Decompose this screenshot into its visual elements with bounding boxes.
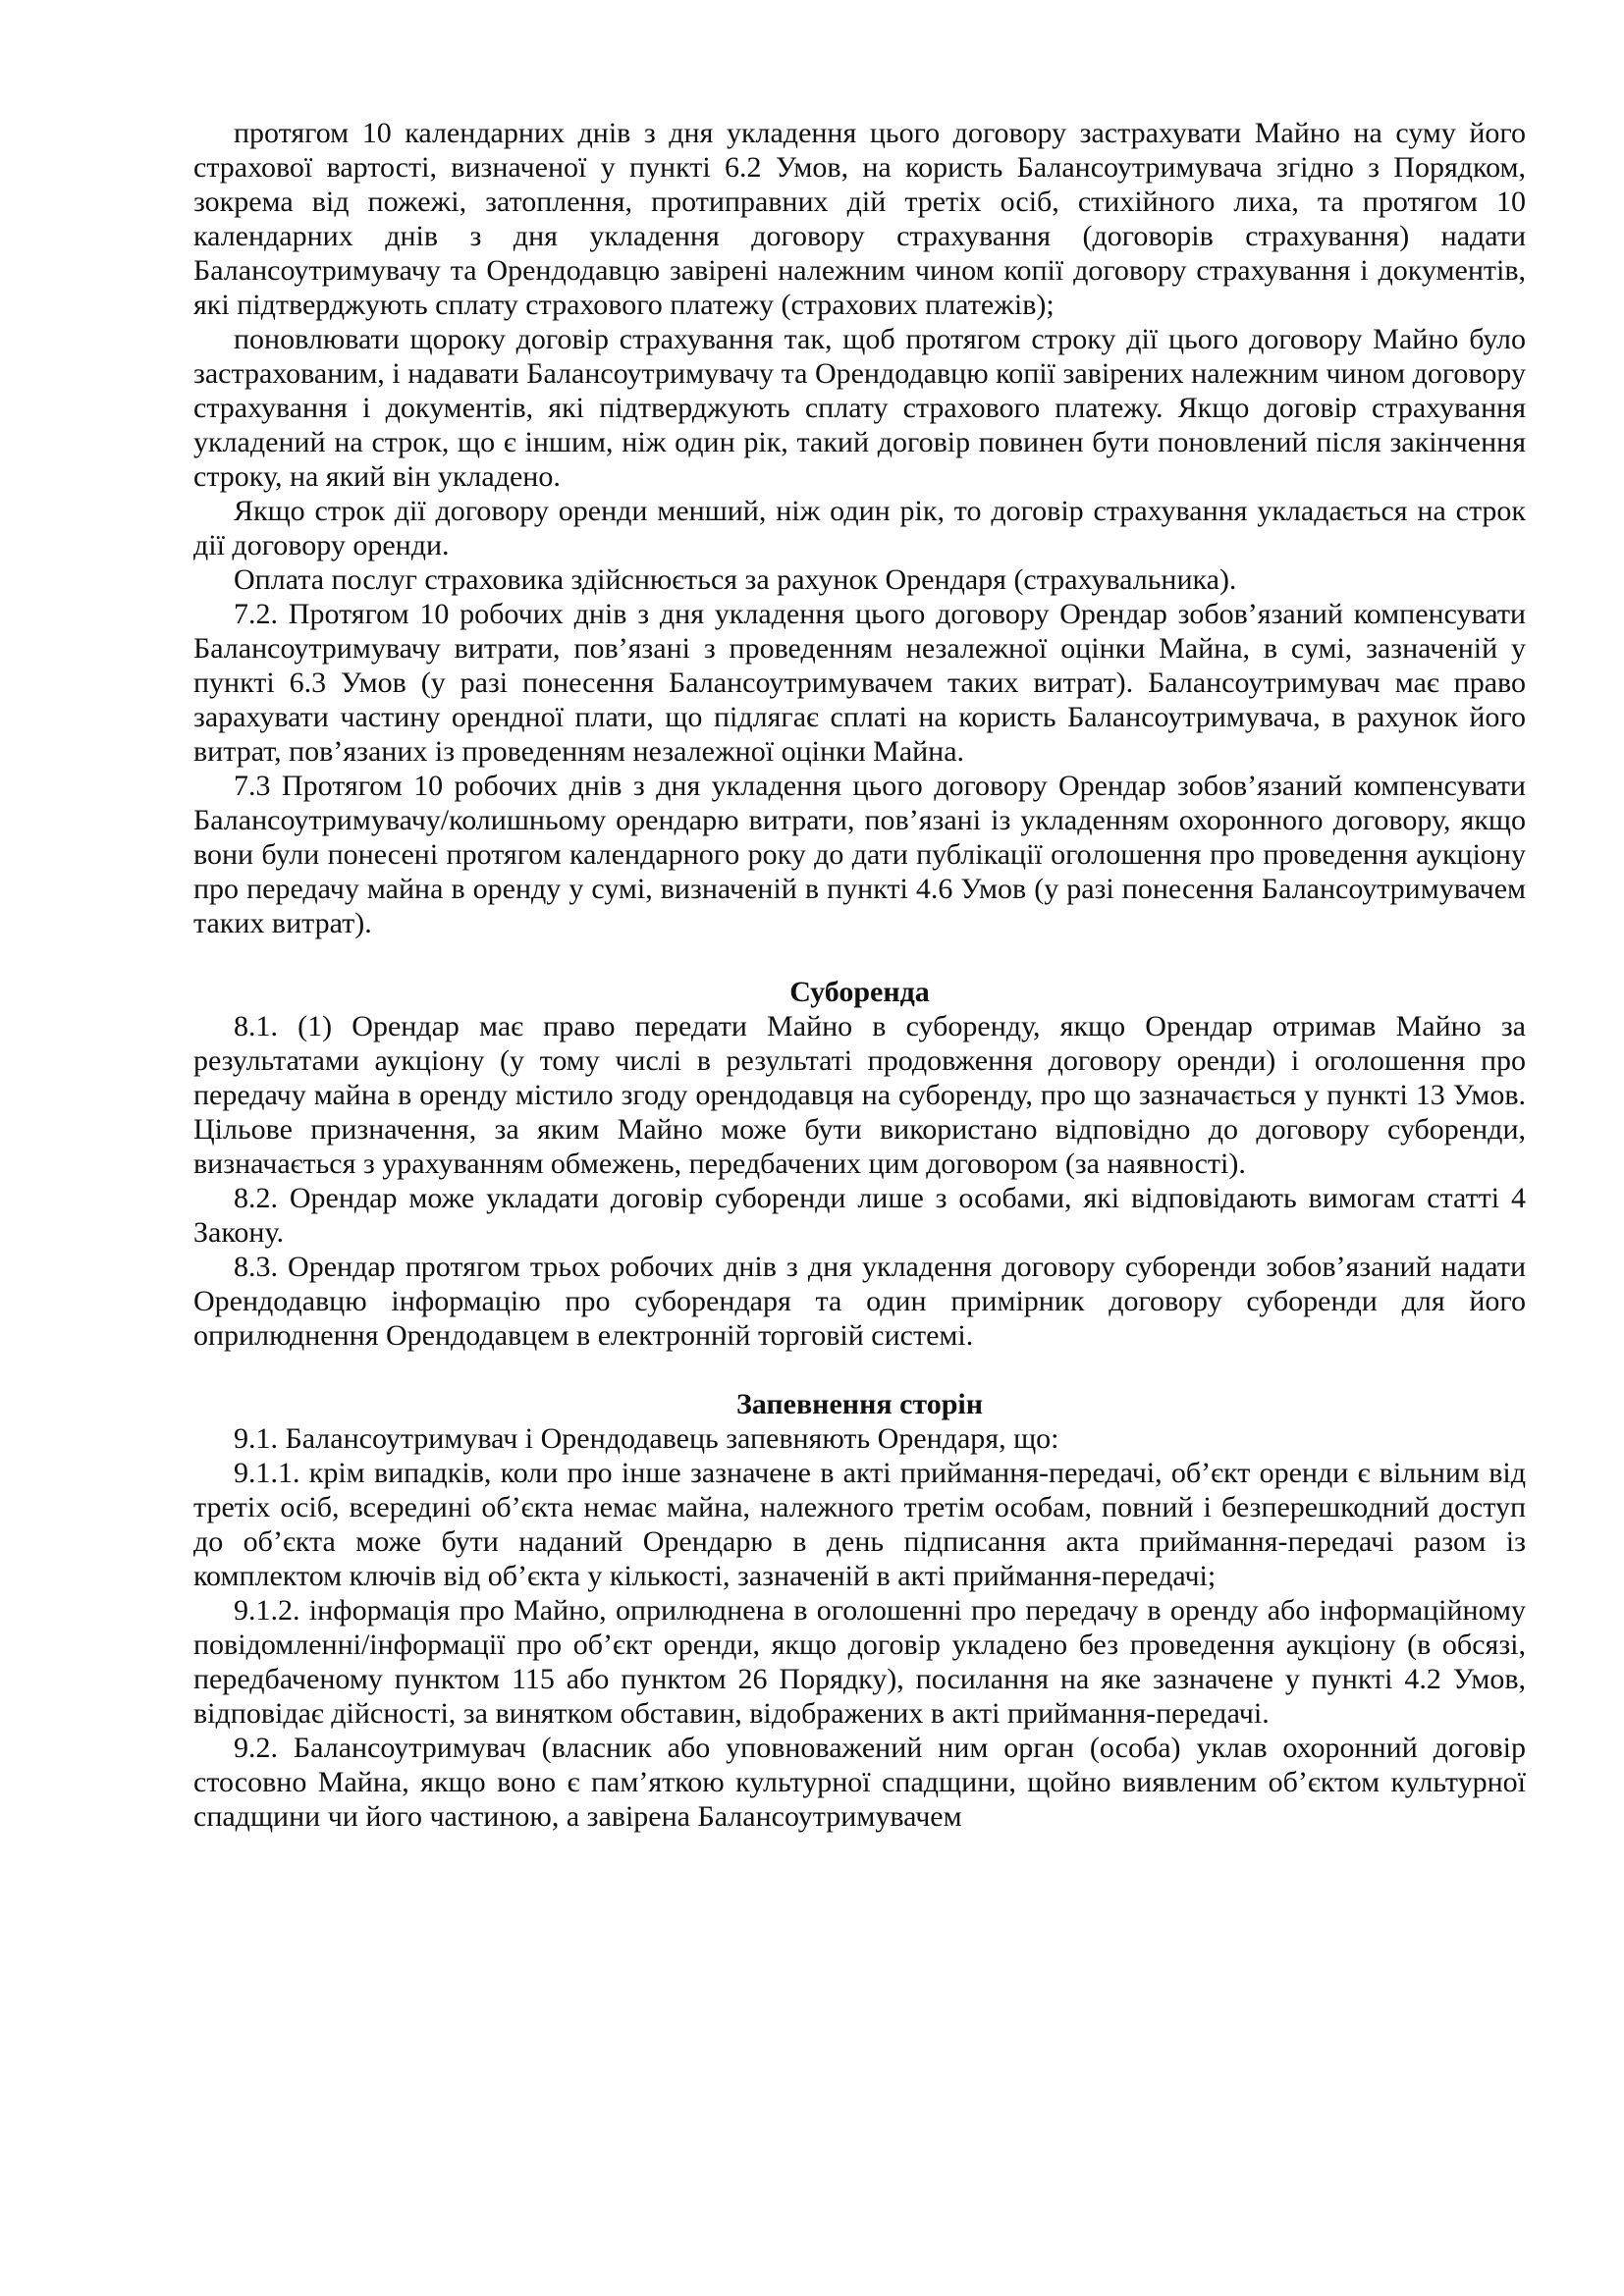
paragraph-insurance-term: протягом 10 календарних днів з дня укладення цього договору застрахувати Майно на суму його страхової вартості, визначеної у пункті 6.2 Умов, на користь Балансоутримувача згідно з Порядком, зокрема від пожежі, затоплення, протиправних дій третіх осіб, стихійного лиха, та протягом 10 календарних днів з дня укладення договору страхування (договорів страхування) надати Балансоутримувачу та Орендодавцю завірені належним чином копії договору страхування і документів, які підтверджують сплату страхового платежу (страхових платежів); (193, 117, 1526, 321)
paragraph-9-1-1: 9.1.1. крім випадків, коли про інше зазначене в акті приймання-передачі, об’єкт оренди є вільним від третіх осіб, всередині об’єкта немає майна, належного третім особам, повний і безперешкодний доступ до об’єкта може бути наданий Орендарю в день підписання акта приймання-передачі разом із комплектом ключів від об’єкта у кількості, зазначеній в акті приймання-передачі; (193, 1457, 1526, 1592)
paragraph-9-1-2: 9.1.2. інформація про Майно, оприлюднена в оголошенні про передачу в оренду або інформаційному повідомленні/інформації про об’єкт оренди, якщо договір укладено без проведення аукціону (в обсязі, передбаченому пунктом 115 або пунктом 26 Порядку), посилання на яке зазначене у пункті 4.2 Умов, відповідає дійсності, за винятком обставин, відображених в акті приймання-передачі. (193, 1594, 1526, 1730)
paragraph-insurer-payment: Оплата послуг страховика здійснюється за рахунок Орендаря (страхувальника). (234, 563, 1237, 596)
paragraph-8-1: 8.1. (1) Орендар має право передати Майно в суборенду, якщо Орендар отримав Майно за результатами аукціону (у тому числі в результаті продовження договору оренди) і оголошення про передачу майна в оренду містило згоду орендодавця на суборенду, про що зазначається у пункті 13 Умов. Цільове призначення, за яким Майно може бути використано відповідно до договору суборенди, визначається з урахуванням обмежень, передбачених цим договором (за наявності). (193, 1010, 1526, 1180)
section-heading-sublease: Суборенда (789, 976, 930, 1008)
paragraph-7-3: 7.3 Протягом 10 робочих днів з дня укладення цього договору Орендар зобов’язаний компенсувати Балансоутримувачу/колишньому орендарю витрати, пов’язані із укладенням охоронного договору, якщо вони були понесені протягом календарного року до дати публікації оголошення про проведення аукціону про передачу майна в оренду у сумі, визначеній в пункті 4.6 Умов (у разі понесення Балансоутримувачем таких витрат). (193, 770, 1526, 939)
paragraph-8-3: 8.3. Орендар протягом трьох робочих днів з дня укладення договору суборенди зобов’язаний надати Орендодавцю інформацію про суборендаря та один примірник договору суборенди для його оприлюднення Орендодавцем в електронній торговій системі. (193, 1251, 1526, 1352)
paragraph-insurance-renewal: поновлювати щороку договір страхування так, щоб протягом строку дії цього договору Майно було застрахованим, і надавати Балансоутримувачу та Орендодавцю копії завірених належним чином договору страхування і документів, які підтверджують сплату страхового платежу. Якщо договір страхування укладений на строк, що є іншим, ніж один рік, такий договір повинен бути поновлений після закінчення строку, на який він укладено. (193, 323, 1526, 493)
paragraph-insurance-short-lease: Якщо строк дії договору оренди менший, ніж один рік, то договір страхування укладається на строк дії договору оренди. (193, 495, 1526, 561)
paragraph-9-2: 9.2. Балансоутримувач (власник або уповноважений ним орган (особа) уклав охоронний договір стосовно Майна, якщо воно є пам’яткою культурної спадщини, щойно виявленим об’єктом культурної спадщини чи його частиною, а завірена Балансоутримувачем (193, 1732, 1526, 1833)
paragraph-8-2: 8.2. Орендар може укладати договір суборенди лише з особами, які відповідають вимогам статті 4 Закону. (193, 1182, 1526, 1249)
section-heading-assurances: Запевнення сторін (735, 1388, 984, 1420)
paragraph-9-1: 9.1. Балансоутримувач і Орендодавець запевняють Орендаря, що: (234, 1422, 1059, 1455)
document-page (193, 116, 1526, 1834)
paragraph-7-2: 7.2. Протягом 10 робочих днів з дня укладення цього договору Орендар зобов’язаний компенсувати Балансоутримувачу витрати, пов’язані з проведенням незалежної оцінки Майна, в сумі, зазначеній у пункті 6.3 Умов (у разі понесення Балансоутримувачем таких витрат). Балансоутримувач має право зарахувати частину орендної плати, що підлягає сплаті на користь Балансоутримувача, в рахунок його витрат, пов’язаних із проведенням незалежної оцінки Майна. (193, 598, 1526, 768)
